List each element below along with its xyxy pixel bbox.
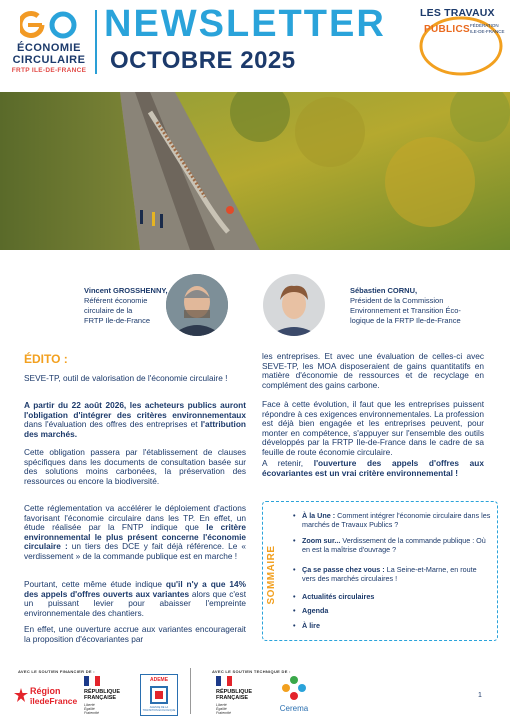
tp-logo-sub1: FÉDÉRATION	[470, 23, 499, 28]
edito-paragraph-7: Face à cette évolution, il faut que les entreprises puissent répondre à ces exigences environnementales. La profession est déjà bien engagée et les entreprises peuvent, pour monter en compétence, s'appuyer sur l'ensemble des outils développés par la FRTP Ile-de-France dans le cadre de sa feuille de route économie circulaire.	[262, 399, 484, 457]
p3-bold-1: le critère environnemental le plus présent concerne l'économie circulaire :	[24, 522, 246, 552]
sommaire-item-2-title: Zoom sur...	[302, 536, 341, 545]
republique-francaise-logo-2	[216, 676, 266, 718]
bullet-icon: •	[293, 536, 296, 545]
tech-support-label: AVEC LE SOUTIEN TECHNIQUE DE :	[212, 669, 291, 674]
person1-role-line3: FRTP Ile-de-France	[84, 316, 150, 325]
edito-paragraph-8	[262, 459, 484, 478]
p4-bold-1: qu'il n'y a que 14% des appels d'offres ouverts aux variantes	[24, 579, 246, 599]
rf1-motto-3: Fraternité	[84, 711, 99, 715]
sommaire-item-1-text: Comment intégrer l'économie circulaire dans les marchés de Travaux Publics ?	[302, 511, 491, 529]
edito-intro: SEVE-TP, outil de valorisation de l'économie circulaire !	[24, 373, 228, 383]
eco-logo-line2: CIRCULAIRE	[12, 54, 86, 66]
person2-role-line2: Environnement et Transition Éco-	[350, 306, 461, 315]
rf1-motto-1: Liberté	[84, 703, 95, 707]
person2-name: Sébastien CORNU,	[350, 286, 418, 295]
person1-role-line2: circulaire de la	[84, 306, 133, 315]
ademe-text: ADEME	[149, 677, 169, 683]
rf2-motto-3: Fraternité	[216, 711, 231, 715]
cover-photo	[0, 92, 510, 250]
bullet-icon: •	[293, 621, 296, 630]
rf1-motto	[84, 703, 99, 715]
edito-paragraph-5: En effet, une ouverture accrue aux variantes encouragerait la proposition d'écovariantes par	[24, 624, 246, 644]
p1-bold-2: l'attribution des marchés.	[24, 419, 246, 439]
tp-logo-line1: LES TRAVAUX	[420, 7, 495, 19]
tp-swoosh-icon	[418, 6, 504, 78]
page-number: 1	[478, 692, 482, 699]
sommaire-item-2-text: Verdissement de la commande publique : Où en est la maîtrise d'ouvrage ?	[302, 536, 486, 554]
sommaire-item-1-title: À la Une :	[302, 511, 336, 520]
rf2-motto-2: Égalité	[216, 707, 227, 711]
sommaire-item-5[interactable]	[293, 606, 492, 616]
newsletter-date: OCTOBRE 2025	[110, 47, 296, 74]
sommaire-item-2[interactable]	[293, 536, 492, 554]
rf1-motto-2: Égalité	[84, 707, 95, 711]
sommaire-item-3-title: Ça se passe chez vous :	[302, 565, 385, 574]
ademe-symbol-icon	[149, 685, 169, 705]
sommaire-item-3-text: La Seine-et-Marne, en route vers des marchés circulaires !	[302, 565, 477, 583]
eco-logo-line1: ÉCONOMIE	[17, 42, 81, 54]
marianne-flag-icon	[84, 676, 100, 686]
tp-logo-sub2: ILE-DE-FRANCE	[470, 29, 505, 34]
sommaire-item-6-title: À lire	[302, 621, 320, 630]
header-divider	[95, 10, 97, 74]
newsletter-title: NEWSLETTER	[104, 3, 386, 45]
cerema-text: Cerema	[279, 704, 309, 713]
edito-paragraph-2: Cette obligation passera par l'établissement de clauses spécifiques dans les documents de consultation basée sur des solutions moins carbonées, la préservation des ressources ou encore la biodiversité.	[24, 447, 246, 486]
ademe-logo	[140, 674, 178, 716]
region-text-2: îledeFrance	[30, 696, 78, 706]
region-idf-logo	[14, 686, 78, 716]
republique-francaise-logo-1	[84, 676, 134, 718]
sommaire-label	[263, 540, 279, 610]
eco-circles-icon	[20, 10, 80, 40]
rf2-motto	[216, 703, 231, 715]
rf1-line1: RÉPUBLIQUE	[84, 689, 121, 695]
p1-text-1: dans l'évaluation des offres des entreprises et	[24, 419, 201, 430]
economie-circulaire-logo	[6, 6, 92, 76]
cerema-symbol-icon	[280, 674, 308, 702]
edito-paragraph-4	[24, 580, 246, 618]
rf1-line2: FRANÇAISE	[84, 695, 117, 701]
person1-avatar	[166, 274, 228, 336]
p4-text-2: alors que c'est un puissant levier pour abaisser l'empreinte environnementale des chantiers.	[24, 588, 246, 618]
ademe-subtext: AGENCE DE LA TRANSITION ÉCOLOGIQUE	[142, 706, 176, 712]
p3-text-1: Cette réglementation va accélérer le déploiement d'actions favorisant l'économie circulaire dans les TP. En effet, un étude réalisée par la FNTP indique que	[24, 503, 246, 533]
sommaire-item-4[interactable]	[293, 592, 492, 602]
person1-name: Vincent GROSSHENNY,	[84, 286, 168, 295]
bullet-icon: •	[293, 565, 296, 574]
sommaire-item-3[interactable]	[293, 565, 492, 583]
person1-role-line1: Référent économie	[84, 296, 148, 305]
marianne-flag-icon	[216, 676, 232, 686]
rf2-motto-1: Liberté	[216, 703, 227, 707]
cerema-logo	[274, 674, 314, 718]
rf2-line2: FRANÇAISE	[216, 695, 249, 701]
travaux-publics-logo	[416, 6, 506, 80]
edito-paragraph-6: les entreprises. Et avec une évaluation de celles-ci avec SEVE-TP, les MOA disposeraient de gains quantitatifs en matière d'économie de ressources et de recyclage en complément des gains carbone.	[262, 351, 484, 390]
sommaire-item-6[interactable]	[293, 621, 492, 631]
rf2-line1: RÉPUBLIQUE	[216, 689, 253, 695]
region-text-1: Région	[30, 686, 61, 696]
sommaire-item-5-title: Agenda	[302, 606, 329, 615]
edito-heading: ÉDITO :	[24, 352, 68, 366]
p3-text-2: un tiers des DCE y fait déjà référence. Le « verdissement » de la commande publique est en marche !	[24, 541, 246, 561]
person2-avatar	[263, 274, 325, 336]
sommaire-label-text: SOMMAIRE	[266, 545, 277, 605]
edito-paragraph-1	[24, 401, 246, 439]
p1-bold-1: A partir du 22 août 2026, les acheteurs publics auront l'obligation d'intégrer des critères environnementaux	[24, 400, 246, 420]
edito-paragraph-3	[24, 504, 246, 562]
region-star-icon	[14, 688, 28, 702]
bullet-icon: •	[293, 606, 296, 615]
sommaire-item-1[interactable]	[293, 511, 492, 529]
finance-support-label: AVEC LE SOUTIEN FINANCIER DE :	[18, 669, 95, 674]
footer-divider	[190, 668, 191, 714]
p4-text-1: Pourtant, cette même étude indique	[24, 579, 166, 589]
sommaire-item-4-title: Actualités circulaires	[302, 592, 375, 601]
tp-logo-line2: PUBLICS	[424, 24, 470, 35]
eco-logo-line3: FRTP ILE-DE-FRANCE	[11, 67, 87, 74]
bullet-icon: •	[293, 511, 296, 520]
bullet-icon: •	[293, 592, 296, 601]
person2-role-line1: Président de la Commission	[350, 296, 444, 305]
p8-text-1: A retenir,	[262, 458, 314, 468]
p8-bold-1: l'ouverture des appels d'offres aux écovariantes est un vrai critère environnemental !	[262, 458, 484, 478]
person2-role-line3: logique de la FRTP Ile-de-France	[350, 316, 461, 325]
